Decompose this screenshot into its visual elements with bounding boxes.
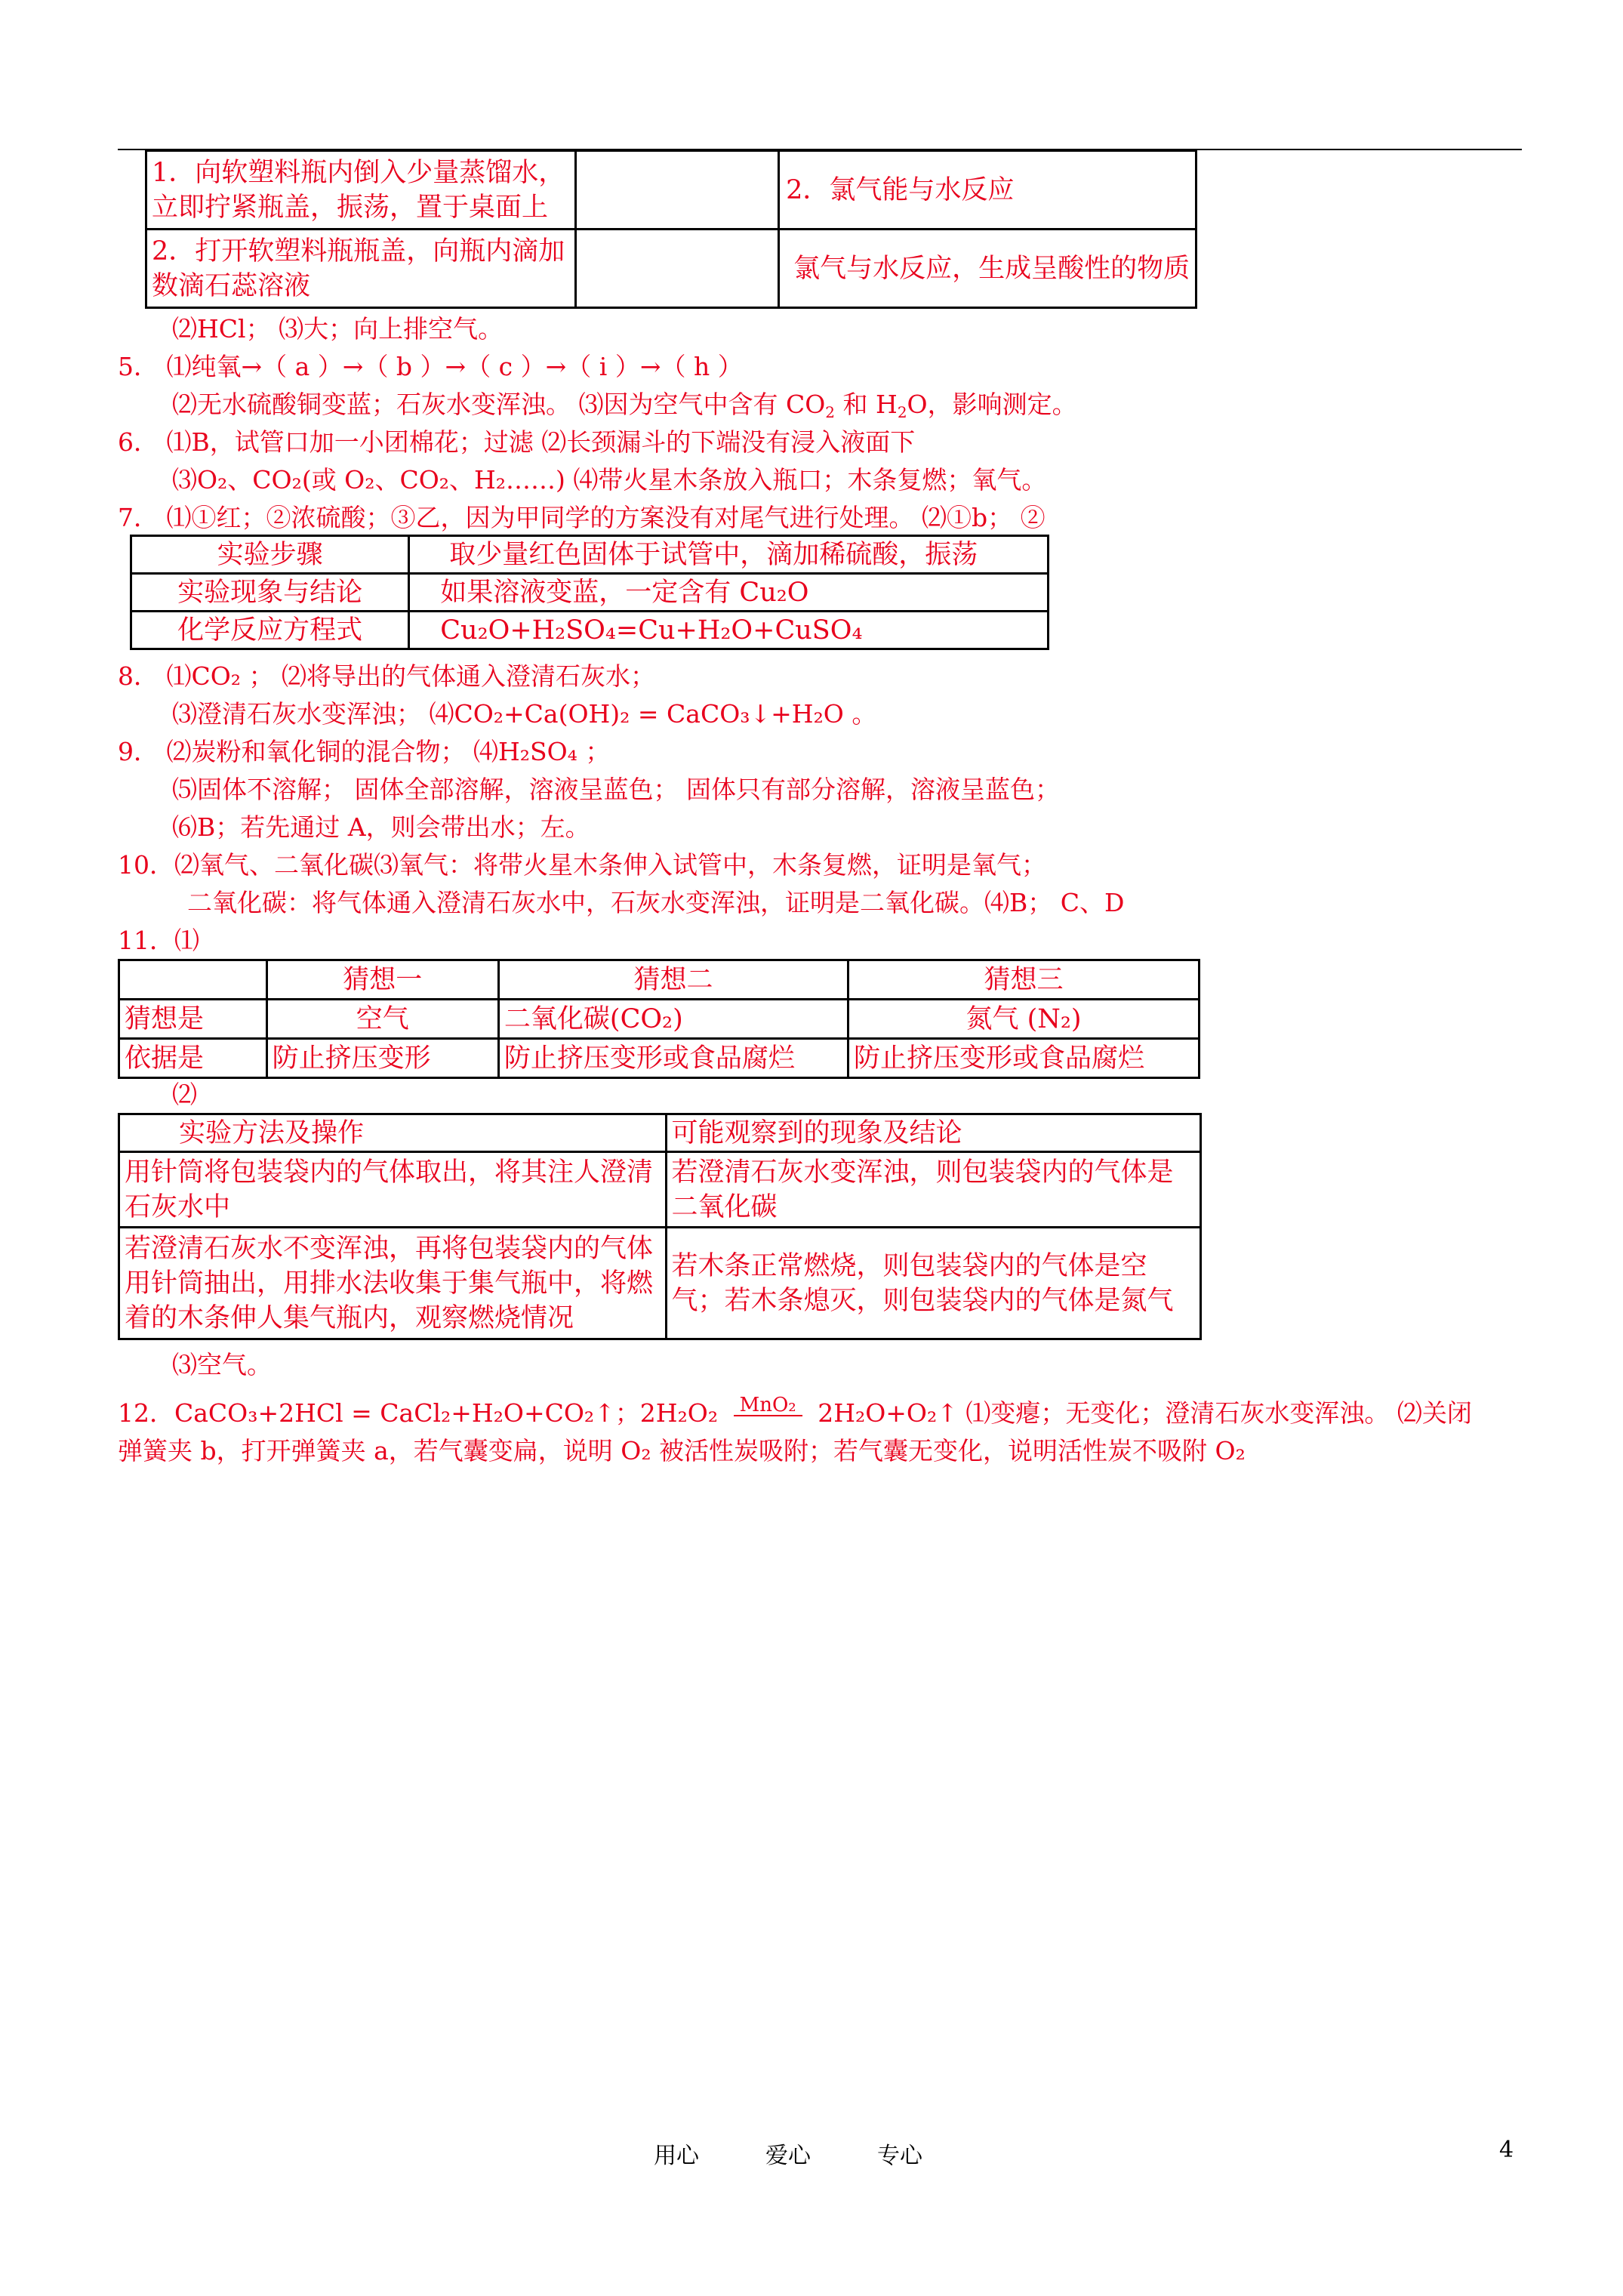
text-span: ⑵无水硫酸铜变蓝；石灰水变浑浊。 ⑶因为空气中含有 CO xyxy=(172,390,826,419)
text-span: 2H₂O+O₂↑ ⑴变瘪；无变化；澄清石灰水变浑浊。 ⑵关闭 xyxy=(818,1398,1472,1428)
catalyst-label xyxy=(734,1395,802,1416)
table-row xyxy=(119,960,1200,1000)
answer-line: 5． ⑴纯氧→（ a ）→（ b ）→（ c ）→（ i ）→（ h ） xyxy=(118,352,743,381)
answer-line: 二氧化碳：将气体通入澄清石灰水中，石灰水变浑浊，证明是二氧化碳。⑷B； C、D xyxy=(187,888,1125,917)
table-cell: Cu₂O+H₂SO₄=Cu+H₂O+CuSO₄ xyxy=(409,612,1049,649)
text-span: 和 H xyxy=(842,390,898,419)
table-row xyxy=(119,1039,1200,1078)
table-cell: 取少量红色固体于试管中，滴加稀硫酸，振荡 xyxy=(409,536,1049,574)
table-header-cell: 猜想三 xyxy=(848,960,1199,1000)
table-header-cell: 实验方法及操作 xyxy=(119,1114,667,1152)
table-experiment xyxy=(130,535,1049,650)
table-cell: 2．氯气能与水反应 xyxy=(779,151,1196,230)
table-header-cell: 猜想二 xyxy=(498,960,848,1000)
table-row xyxy=(119,1114,1201,1152)
table-cell: 1．向软塑料瓶内倒入少量蒸馏水，立即拧紧瓶盖，振荡，置于桌面上 xyxy=(146,151,576,230)
footer-motto-1: 用心 xyxy=(654,2143,699,2169)
table-row xyxy=(119,1228,1201,1339)
table-method xyxy=(118,1113,1202,1340)
text-span: 12．CaCO₃+2HCl = CaCl₂+H₂O+CO₂↑；2H₂O₂ xyxy=(118,1398,719,1428)
table-row xyxy=(131,536,1049,574)
table-cell: 若澄清石灰水变浑浊，则包装袋内的气体是二氧化碳 xyxy=(666,1152,1200,1228)
table-cell: 二氧化碳(CO₂) xyxy=(498,1000,848,1039)
table-cell: 化学反应方程式 xyxy=(131,612,409,649)
table-header-cell: 猜想一 xyxy=(266,960,498,1000)
footer-motto-3: 专心 xyxy=(877,2143,922,2169)
answer-line: 8． ⑴CO₂ ； ⑵将导出的气体通入澄清石灰水； xyxy=(118,661,655,691)
answer-line: ⑶澄清石灰水变浑浊； ⑷CO₂+Ca(OH)₂ = CaCO₃↓+H₂O 。 xyxy=(172,699,877,729)
answer-line: 10．⑵氧气、二氧化碳⑶氧气：将带火星木条伸入试管中，木条复燃，证明是氧气； xyxy=(118,850,1046,880)
answer-line: 7． ⑴①红；②浓硫酸；③乙，因为甲同学的方案没有对尾气进行处理。 ⑵①b； ② xyxy=(118,503,1046,532)
table-cell: 防止挤压变形或食品腐烂 xyxy=(848,1039,1199,1078)
table-row xyxy=(146,230,1196,308)
table-cell: 防止挤压变形 xyxy=(266,1039,498,1078)
answer-line: ⑶O₂、CO₂(或 O₂、CO₂、H₂……) ⑷带火星木条放入瓶口；木条复燃；氧气。 xyxy=(172,465,1047,495)
answer-line xyxy=(118,1395,1472,1432)
table-cell xyxy=(575,230,778,308)
answer-line: 9． ⑵炭粉和氧化铜的混合物； ⑷H₂SO₄ ； xyxy=(118,737,611,766)
answer-line: ⑵无水硫酸铜变蓝；石灰水变浑浊。 ⑶因为空气中含有 $CO_2$ 和 $H_2O$，影响测定。 xyxy=(172,390,1077,421)
table-cell: 若木条正常燃烧，则包装袋内的气体是空气；若木条熄灭，则包装袋内的气体是氮气 xyxy=(666,1228,1200,1339)
table-row xyxy=(131,574,1049,612)
answer-line: ⑹B；若先通过 A，则会带出水；左。 xyxy=(172,812,590,842)
table-cell: 实验步骤 xyxy=(131,536,409,574)
answer-line: 弹簧夹 b，打开弹簧夹 a，若气囊变扁，说明 O₂ 被活性炭吸附；若气囊无变化，说明活性炭不吸附 O₂ xyxy=(118,1436,1246,1465)
table-header-cell xyxy=(119,960,267,1000)
table-hypothesis xyxy=(118,959,1200,1079)
answer-line: ⑸固体不溶解； 固体全部溶解，溶液呈蓝色； 固体只有部分溶解，溶液呈蓝色； xyxy=(172,775,1060,804)
page-number: 4 xyxy=(1499,2137,1514,2163)
answer-line: ⑶空气。 xyxy=(172,1350,272,1379)
answer-line: 11．⑴ xyxy=(118,926,199,955)
table-header-cell: 可能观察到的现象及结论 xyxy=(666,1114,1200,1152)
table-cell: 防止挤压变形或食品腐烂 xyxy=(498,1039,848,1078)
text-span: O，影响测定。 xyxy=(907,390,1077,419)
table-cell: 氯气与水反应，生成呈酸性的物质 xyxy=(779,230,1196,308)
table-cell: 如果溶液变蓝，一定含有 Cu₂O xyxy=(409,574,1049,612)
answer-line: ⑵HCl； ⑶大；向上排空气。 xyxy=(172,314,504,344)
table-cell: 猜想是 xyxy=(119,1000,267,1039)
answer-line: ⑵ xyxy=(172,1080,197,1109)
table-cell: 氮气 (N₂) xyxy=(848,1000,1199,1039)
footer-motto-2: 爱心 xyxy=(765,2143,811,2169)
table-cell: 依据是 xyxy=(119,1039,267,1078)
table-chlorine xyxy=(145,149,1197,309)
table-cell: 若澄清石灰水不变浑浊，再将包装袋内的气体用针筒抽出，用排水法收集于集气瓶中，将燃着的木条伸人集气瓶内，观察燃烧情况 xyxy=(119,1228,667,1339)
table-row xyxy=(146,151,1196,230)
table-row xyxy=(119,1000,1200,1039)
table-cell xyxy=(575,151,778,230)
table-row xyxy=(131,612,1049,649)
table-cell: 2．打开软塑料瓶瓶盖，向瓶内滴加数滴石蕊溶液 xyxy=(146,230,576,308)
table-cell: 用针筒将包装袋内的气体取出，将其注人澄清石灰水中 xyxy=(119,1152,667,1228)
table-row xyxy=(119,1152,1201,1228)
answer-line: 6． ⑴B，试管口加一小团棉花；过滤 ⑵长颈漏斗的下端没有浸入液面下 xyxy=(118,427,916,457)
catalyst-text: MnO₂ xyxy=(734,1395,802,1416)
table-cell: 空气 xyxy=(266,1000,498,1039)
table-cell: 实验现象与结论 xyxy=(131,574,409,612)
